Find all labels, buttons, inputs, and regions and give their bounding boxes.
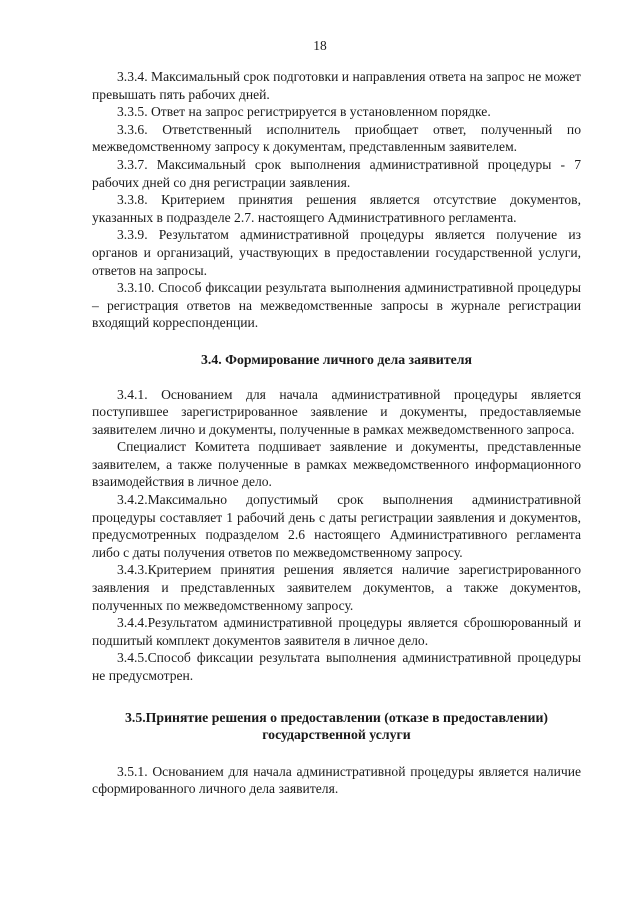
section-3-5-heading-line1: 3.5.Принятие решения о предоставлении (отказе в предоставлении) (124, 709, 549, 725)
paragraph-3-3-4: 3.3.4. Максимальный срок подготовки и направления ответа на запрос не может превышать пять рабочих дней. (92, 69, 581, 102)
paragraph-3-3-5: 3.3.5. Ответ на запрос регистрируется в установленном порядке. (117, 104, 491, 120)
page-content (92, 68, 581, 798)
section-3-5-heading-line2: государственной услуги (262, 727, 411, 743)
paragraph-3-4-4: 3.4.4.Результатом административной процедуры является сброшюрованный и подшитый комплект документов заявителя в личное дело. (92, 615, 581, 648)
paragraph-3-4-1: 3.4.1. Основанием для начала административной процедуры является поступившее зарегистрированное заявление и документы, предоставляемые заявителем лично и документы, полученные в рамках межведомственного запроса. (92, 386, 581, 437)
paragraph-3-3-8: 3.3.8. Критерием принятия решения является отсутствие документов, указанных в подразделе 2.7. настоящего Административного регламента. (92, 192, 581, 225)
paragraph-3-3-10: 3.3.10. Способ фиксации результата выполнения административной процедуры – регистрация ответов на межведомственные запросы в журнале регистрации входящий корреспонденции. (92, 280, 581, 331)
section-3-5-heading (92, 709, 581, 744)
paragraph-specialist: Специалист Комитета подшивает заявление и документы, представленные заявителем, а также полученные в рамках межведомственного информационного взаимодействия в личное дело. (92, 439, 581, 490)
section-3-4-heading: 3.4. Формирование личного дела заявителя (201, 351, 472, 367)
paragraph-3-4-3: 3.4.3.Критерием принятия решения является наличие зарегистрированного заявления и представленных заявителем документов, а также документов, полученных по межведомственному запросу. (92, 562, 581, 613)
paragraph-3-4-2: 3.4.2.Максимально допустимый срок выполнения административной процедуры составляет 1 рабочий день с даты регистрации заявления и документов, предусмотренных подразделом 2.6 настоящего Административного регламента либо с даты получения ответов по межведомственному запросу. (92, 492, 581, 560)
paragraph-3-3-7: 3.3.7. Максимальный срок выполнения административной процедуры - 7 рабочих дней со дня регистрации заявления. (92, 156, 581, 190)
paragraph-3-3-6: 3.3.6. Ответственный исполнитель приобщает ответ, полученный по межведомственному запросу к документам, представленным заявителем. (92, 121, 581, 155)
page-number: 18 (313, 38, 327, 53)
paragraph-3-3-9: 3.3.9. Результатом административной процедуры является получение из органов и организаций, участвующих в предоставлении государственной услуги, ответов на запросы. (92, 227, 581, 278)
paragraph-3-5-1: 3.5.1. Основанием для начала административной процедуры является наличие сформированного личного дела заявителя. (92, 763, 581, 797)
paragraph-3-4-5: 3.4.5.Способ фиксации результата выполнения административной процедуры не предусмотрен. (92, 650, 581, 683)
